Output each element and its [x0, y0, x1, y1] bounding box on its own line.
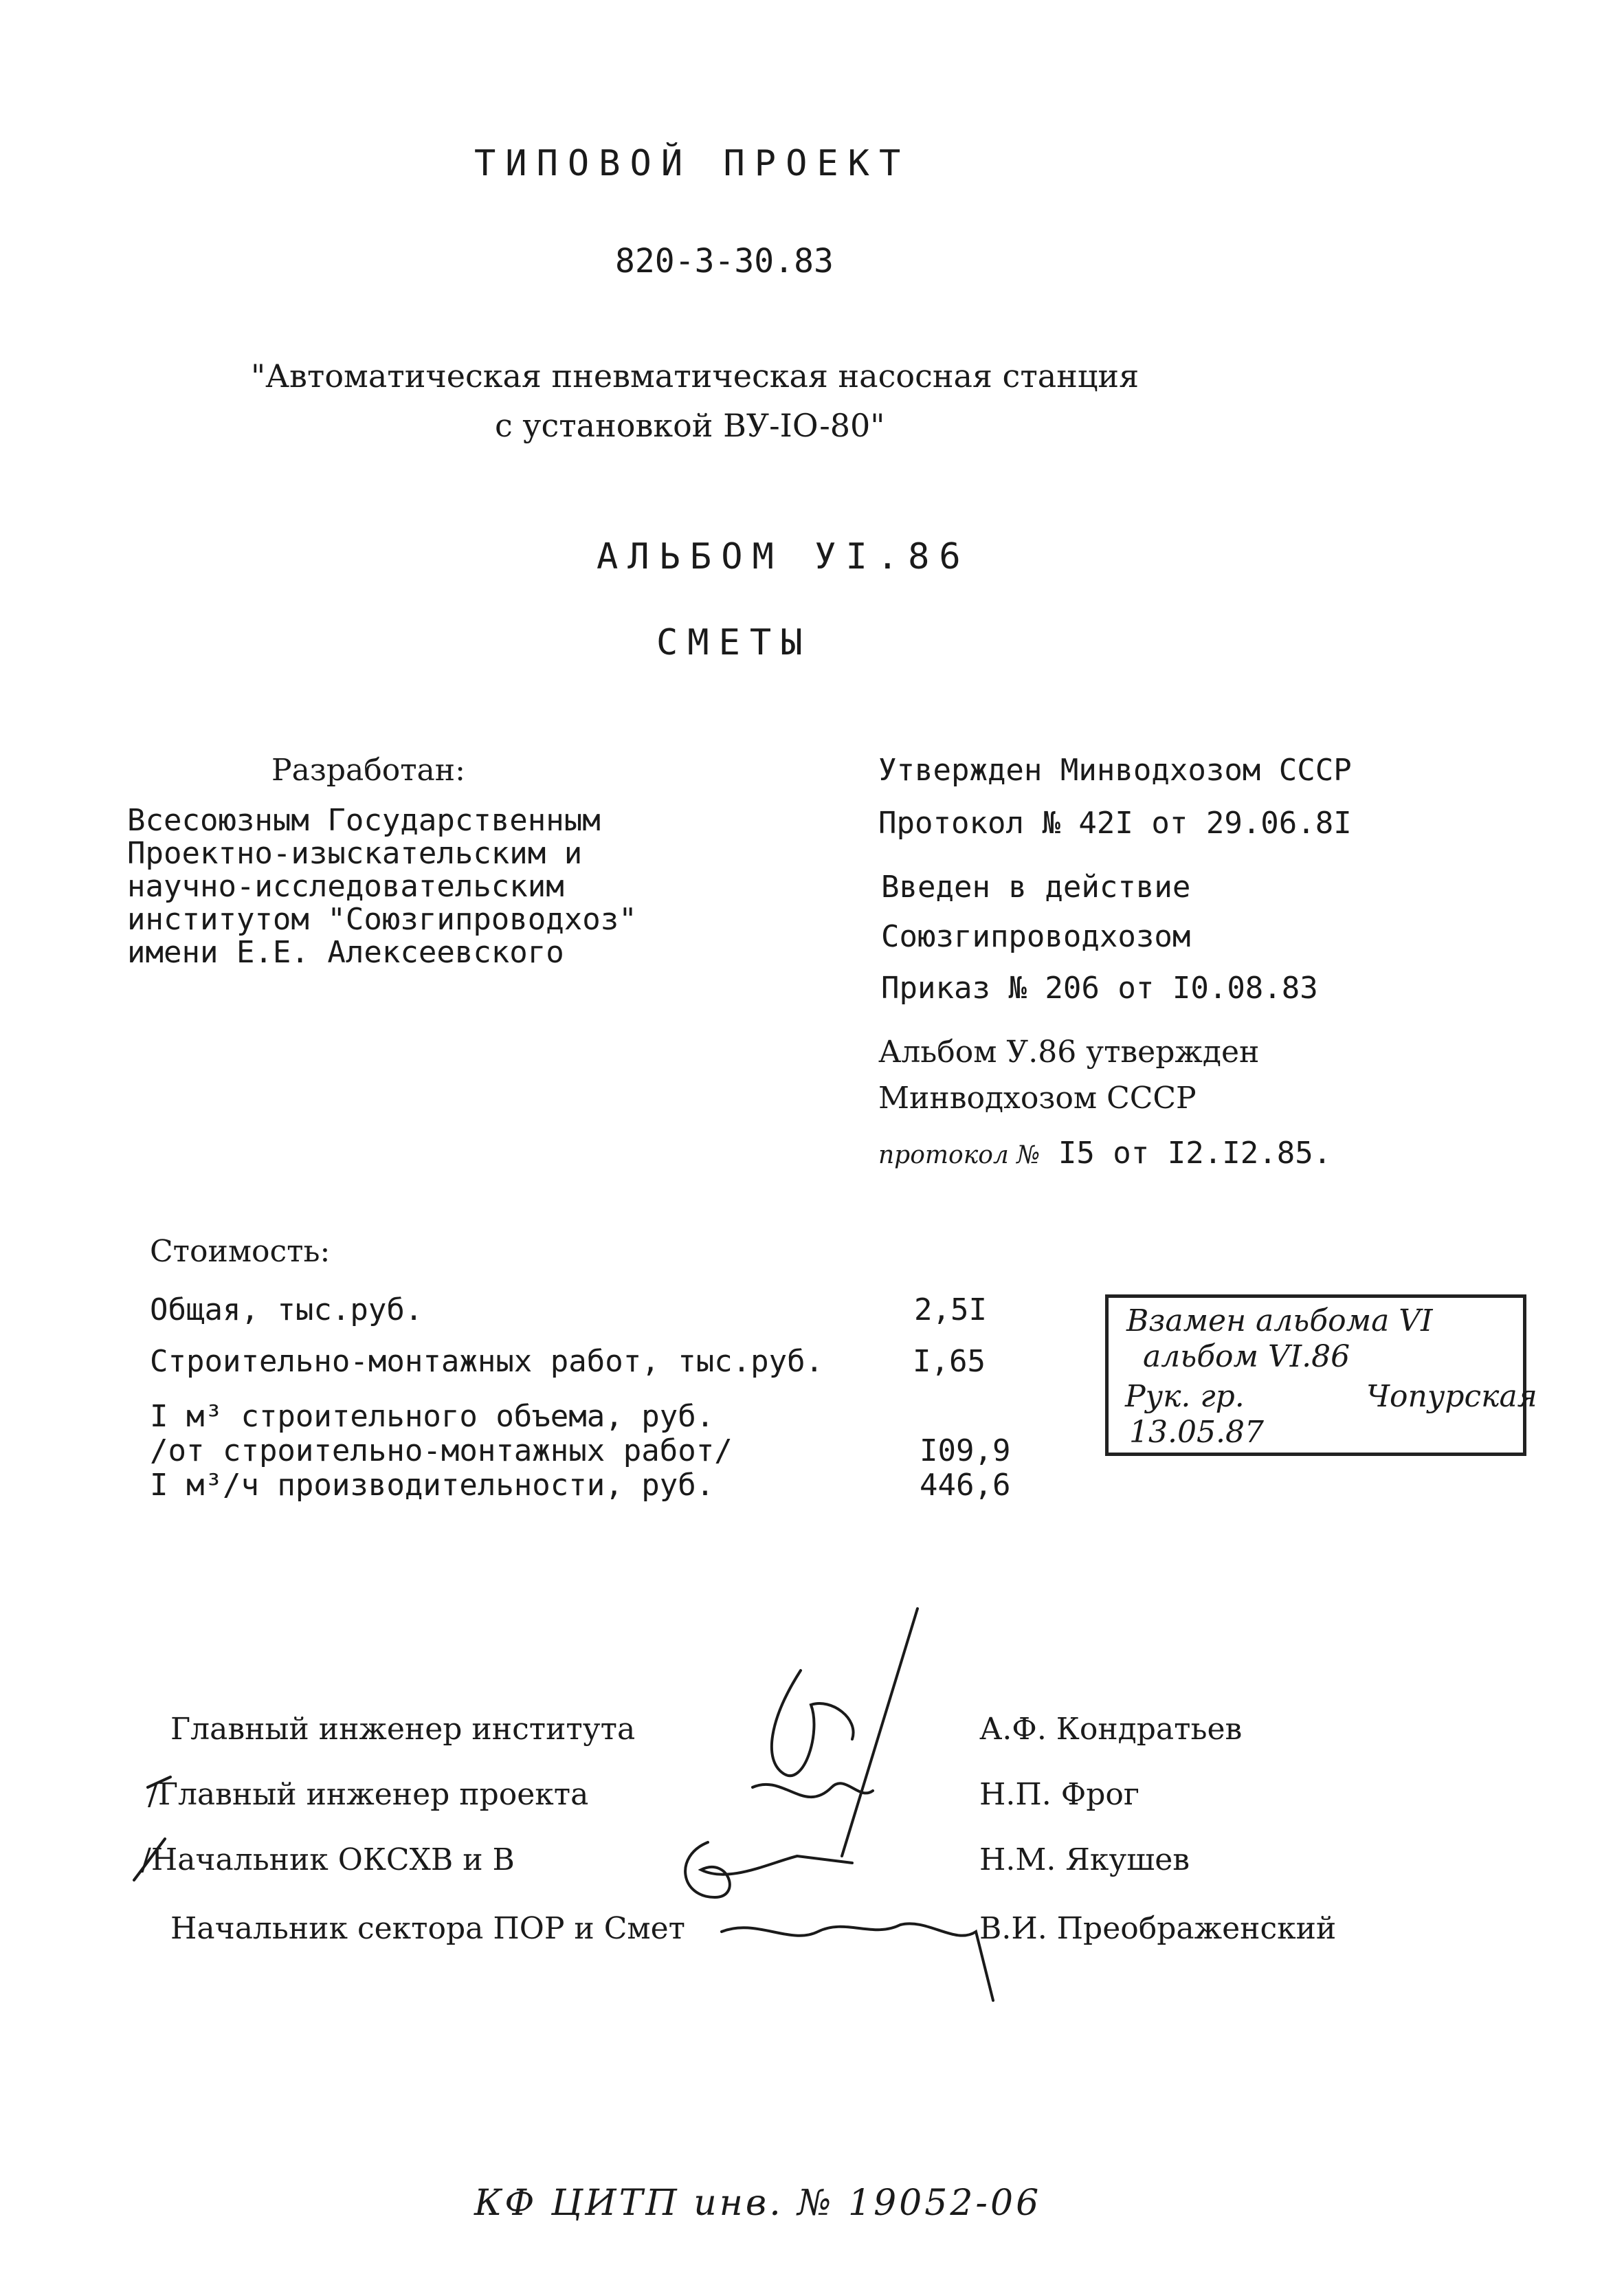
developer-line: научно-исследовательским: [127, 869, 564, 904]
signature-name: Н.М. Якушев: [979, 1842, 1190, 1877]
stamp-date: 13.05.87: [1129, 1415, 1264, 1450]
stamp-line: Рук. гр.: [1125, 1379, 1245, 1414]
handwritten-protocol-label: протокол №: [878, 1141, 1041, 1169]
cost-row-value: 2,5I: [914, 1292, 987, 1327]
signature-name: Н.П. Фрог: [979, 1777, 1139, 1812]
stamp-line: Взамен альбома VI: [1126, 1303, 1433, 1338]
signature-name: В.И. Преображенский: [979, 1911, 1337, 1946]
cost-row-label: I м³ строительного объема, руб.: [150, 1399, 715, 1434]
project-name-line2: с установкой ВУ-IO-80": [495, 407, 885, 444]
developer-line: институтом "Союзгипроводхоз": [127, 902, 637, 937]
signature-stroke: [148, 1777, 170, 1787]
cost-row-label: I м³/ч производительности, руб.: [150, 1468, 715, 1503]
signature-stroke: [753, 1783, 873, 1797]
enacted-line2: Союзгипроводхозом: [881, 919, 1191, 954]
inventory-stamp: КФ ЦИТП инв. № 19052-06: [474, 2183, 1042, 2224]
cost-row-label: Общая, тыс.руб.: [150, 1292, 423, 1327]
enacted-line1: Введен в действие: [881, 870, 1191, 905]
section-title: СМЕТЫ: [656, 622, 812, 663]
signature-name: А.Ф. Кондратьев: [979, 1712, 1243, 1747]
cost-row-value: I,65: [913, 1344, 986, 1379]
document-type-title: ТИПОВОЙ ПРОЕКТ: [474, 143, 911, 184]
developer-line: Проектно-изыскательским и: [127, 836, 583, 871]
signature-stroke: [685, 1842, 852, 1897]
album-approved-line1: Альбом У.86 утвержден: [878, 1035, 1260, 1070]
cost-row-label-cont: /от строительно-монтажных работ/: [150, 1433, 733, 1468]
stamp-name: Чопурская: [1366, 1379, 1537, 1414]
approval-protocol: Протокол № 42I от 29.06.8I: [878, 806, 1352, 841]
project-number: 820-3-30.83: [615, 242, 834, 280]
developer-label: Разработан:: [271, 753, 465, 788]
album-protocol-details: I5 от I2.I2.85.: [1058, 1136, 1332, 1171]
signature-stroke: [722, 1923, 993, 2000]
album-title: АЛЬБОМ УI.86: [597, 536, 970, 577]
enactment-order: Приказ № 206 от I0.08.83: [881, 971, 1318, 1006]
stamp-line: альбом VI.86: [1143, 1339, 1350, 1374]
signature-title: Главный инженер института: [170, 1712, 636, 1747]
developer-line: имени Е.Е. Алексеевского: [127, 935, 564, 970]
signature-stroke: [134, 1839, 165, 1880]
cost-row-label: Строительно-монтажных работ, тыс.руб.: [150, 1344, 824, 1379]
approved-by: Утвержден Минводхозом СССР: [878, 753, 1352, 788]
signature-stroke: [772, 1670, 854, 1776]
album-approved-line2: Минводхозом СССР: [878, 1081, 1197, 1116]
cost-row-value: 446,6: [920, 1468, 1011, 1503]
cost-title: Стоимость:: [150, 1234, 331, 1269]
developer-line: Всесоюзным Государственным: [127, 803, 601, 838]
project-name-line1: "Автоматическая пневматическая насосная станция: [251, 357, 1139, 395]
signature-title: /Главный инженер проекта: [148, 1777, 589, 1812]
signature-title: Начальник сектора ПОР и Смет: [170, 1911, 685, 1946]
signature-title: /Начальник ОКСХВ и В: [141, 1842, 515, 1877]
cost-row-value: I09,9: [920, 1433, 1011, 1468]
